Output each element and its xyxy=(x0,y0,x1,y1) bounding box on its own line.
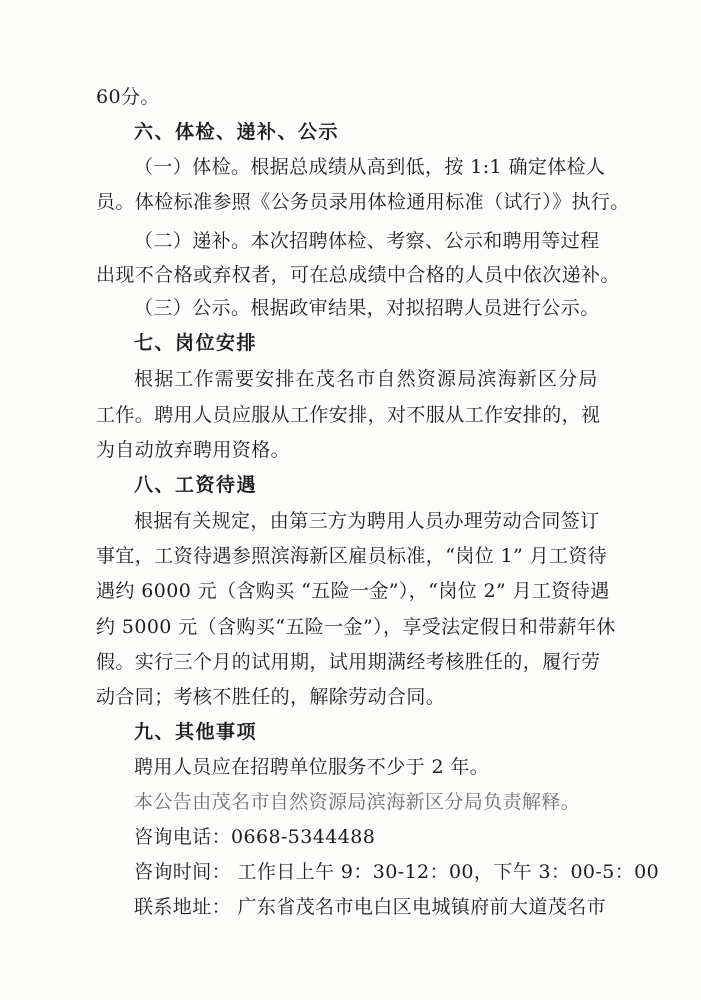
text-line: 60分。 xyxy=(96,86,160,108)
text-line: （三）公示。根据政审结果，对拟招聘人员进行公示。 xyxy=(134,297,600,319)
hours-line: 咨询时间： 工作日上午 9：30-12：00，下午 3：00-5：00 xyxy=(134,861,660,883)
section-heading-seven: 七、岗位安排 xyxy=(134,332,258,354)
section-heading-nine: 九、其他事项 xyxy=(134,721,258,743)
text-line: 假。实行三个月的试用期，试用期满经考核胜任的，履行劳 xyxy=(96,651,601,673)
text-line: 出现不合格或弃权者，可在总成绩中合格的人员中依次递补。 xyxy=(96,264,620,286)
address-line: 联系地址： 广东省茂名市电白区电城镇府前大道茂名市 xyxy=(134,896,607,918)
text-line: 动合同；考核不胜任的，解除劳动合同。 xyxy=(96,686,446,708)
text-line: 根据有关规定，由第三方为聘用人员办理劳动合同签订 xyxy=(134,510,600,532)
text-line: 员。体检标准参照《公务员录用体检通用标准（试行）》执行。 xyxy=(96,191,630,213)
text-line: 遇约 6000 元（含购买 “五险一金”），“岗位 2” 月工资待遇 xyxy=(96,580,610,602)
section-heading-eight: 八、工资待遇 xyxy=(134,474,258,496)
text-line: 本公告由茂名市自然资源局滨海新区分局负责解释。 xyxy=(134,791,581,813)
text-line: 为自动放弃聘用资格。 xyxy=(96,439,291,461)
text-line: 工作。聘用人员应服从工作安排，对不服从工作安排的，视 xyxy=(96,404,601,426)
text-line: （一）体检。根据总成绩从高到低，按 1:1 确定体检人 xyxy=(134,156,606,178)
text-line: 事宜，工资待遇参照滨海新区雇员标准，“岗位 1” 月工资待 xyxy=(96,545,608,567)
section-heading-six: 六、体检、递补、公示 xyxy=(134,121,340,143)
phone-line: 咨询电话：0668-5344488 xyxy=(134,826,376,848)
text-line: （二）递补。本次招聘体检、考察、公示和聘用等过程 xyxy=(134,230,600,252)
text-line: 约 5000 元（含购买“五险一金”），享受法定假日和带薪年休 xyxy=(96,616,616,638)
text-line: 根据工作需要安排在茂名市自然资源局滨海新区分局 xyxy=(134,368,599,390)
text-line: 聘用人员应在招聘单位服务不少于 2 年。 xyxy=(134,756,490,778)
